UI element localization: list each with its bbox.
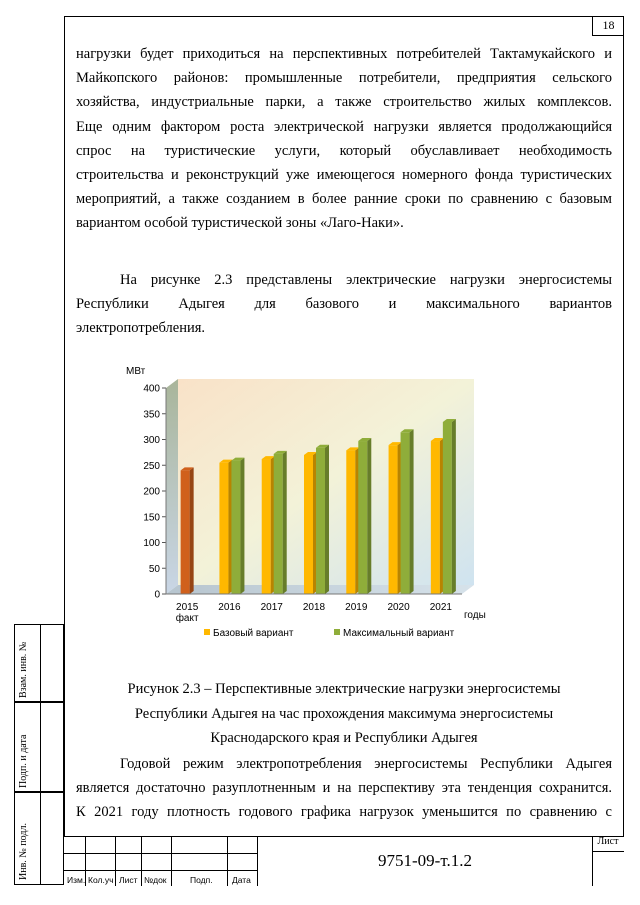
paragraph-3 (76, 752, 612, 825)
bar-base (389, 442, 402, 594)
paragraph-2 (76, 268, 612, 341)
bar-max-side (452, 419, 456, 594)
vzam-label: Взам. инв. № (18, 641, 29, 698)
x-tick-label: 2017 (260, 602, 283, 613)
stamp-header-ndok: №док (144, 875, 167, 885)
legend-label: Базовый вариант (213, 628, 294, 639)
text-line: вариантом особой туристической зоны «Лаго-Наки». (76, 215, 404, 232)
y-tick-label: 400 (143, 383, 160, 395)
bar-fact-front (181, 470, 190, 594)
text-line: мероприятий, а также созданием в более ранние сроки по сравнению с базовым (76, 191, 612, 208)
document-code: 9751-09-т.1.2 (378, 851, 472, 870)
bar-base-front (346, 450, 355, 594)
bar-base (431, 438, 444, 594)
y-tick-label: 200 (143, 486, 160, 498)
bar-max-front (358, 441, 367, 594)
bar-base-front (219, 463, 228, 594)
text-line: Майкопского районов: промышленные потребители, предприятия сельского (76, 70, 612, 87)
bar-base-front (431, 441, 440, 594)
bar-max-side (325, 445, 329, 594)
page-number: 18 (592, 16, 624, 36)
stamp-header-data: Дата (232, 875, 251, 885)
x-tick-label: 2018 (302, 602, 326, 613)
paragraph-1 (76, 42, 612, 236)
text-line: нагрузки будет приходиться на перспективных потребителей Тактамукайского и (76, 46, 612, 62)
bar-max (443, 419, 456, 594)
stamp-header-list: Лист (119, 875, 138, 885)
x-tick-label: 2021 (429, 602, 452, 613)
chart-side-wall (166, 379, 178, 594)
bar-max (274, 451, 287, 594)
text-line: Годовой режим электропотребления энергосистемы Республики Адыгея (120, 756, 612, 772)
chart-svg (124, 364, 504, 654)
x-tick-label: факт (175, 613, 199, 624)
inv-label: Инв. № подл. (18, 823, 29, 880)
bar-max-side (367, 438, 371, 594)
bar-max-front (274, 454, 283, 594)
y-tick-label: 100 (143, 538, 160, 549)
bar-max-side (283, 451, 287, 594)
bar-base (346, 447, 359, 594)
bar-max-front (316, 448, 325, 594)
bar-base (219, 460, 232, 594)
bar-base (262, 456, 275, 594)
text-line: хозяйства, индустриальные парки, а также строительство жилых комплексов. (76, 94, 612, 111)
legend-swatch (334, 629, 340, 635)
text-line: электропотребления. (76, 320, 206, 337)
sheet-label: Лист (597, 836, 619, 847)
text-line: К 2021 году плотность годового графика нагрузок уменьшится по сравнению с (76, 804, 612, 821)
y-tick-label: 300 (143, 435, 160, 446)
bar-base-front (262, 459, 271, 594)
y-tick-label: 350 (143, 409, 160, 421)
text-line: является достаточно разуплотненным и на перспективу эта тенденция сохранится. (76, 780, 612, 797)
podp-label: Подп. и дата (18, 734, 29, 788)
figure-caption (76, 677, 612, 751)
legend-swatch (204, 629, 210, 635)
caption-line: Рисунок 2.3 – Перспективные электрические нагрузки энергосистемы (127, 681, 561, 697)
bar-base-front (389, 445, 398, 594)
side-divider (40, 624, 41, 885)
x-tick-label: 2019 (345, 602, 368, 613)
load-chart (124, 364, 504, 654)
bar-max-side (240, 458, 244, 594)
bar-max-front (401, 432, 410, 594)
text-line: строительства и реконструкций уже имеющегося номерного фонда туристических (76, 167, 612, 184)
bar-max-front (231, 461, 240, 594)
bar-max-side (410, 429, 414, 594)
stamp-header-kolich: Кол.уч (88, 875, 114, 885)
x-tick-label: 2015 (176, 602, 199, 613)
text-line: Республики Адыгея для базового и максимального вариантов (76, 296, 612, 313)
bar-base-front (304, 455, 313, 594)
bar-fact-side (190, 467, 194, 594)
text-line: Еще одним фактором роста электрической нагрузки является продолжающийся (76, 118, 612, 135)
y-tick-label: 50 (148, 563, 160, 575)
bar-max (316, 445, 329, 594)
text-line: спрос на туристические услуги, который обуславливает необходимость (76, 142, 612, 159)
x-axis-label: годы (464, 610, 486, 621)
bar-max (358, 438, 371, 594)
bar-fact (181, 467, 194, 594)
bar-max-front (443, 422, 452, 594)
bar-base (304, 452, 317, 594)
text-line: На рисунке 2.3 представлены электрические нагрузки энергосистемы (120, 272, 612, 288)
stamp-header-podp: Подп. (190, 875, 213, 885)
bar-max (401, 429, 414, 594)
legend-label: Максимальный вариант (343, 628, 455, 639)
y-axis-label: МВт (126, 366, 146, 377)
bar-max (231, 458, 244, 594)
y-tick-label: 0 (154, 589, 160, 601)
x-tick-label: 2016 (218, 602, 241, 613)
y-tick-label: 250 (143, 460, 160, 472)
y-tick-label: 150 (143, 512, 160, 524)
chart-legend (204, 628, 455, 639)
caption-line: Краснодарского края и Республики Адыгея (210, 730, 478, 746)
caption-line: Республики Адыгея на час прохождения максимума энергосистемы (134, 705, 554, 722)
x-tick-label: 2020 (387, 602, 410, 613)
stamp-header-izm: Изм. (67, 875, 86, 885)
